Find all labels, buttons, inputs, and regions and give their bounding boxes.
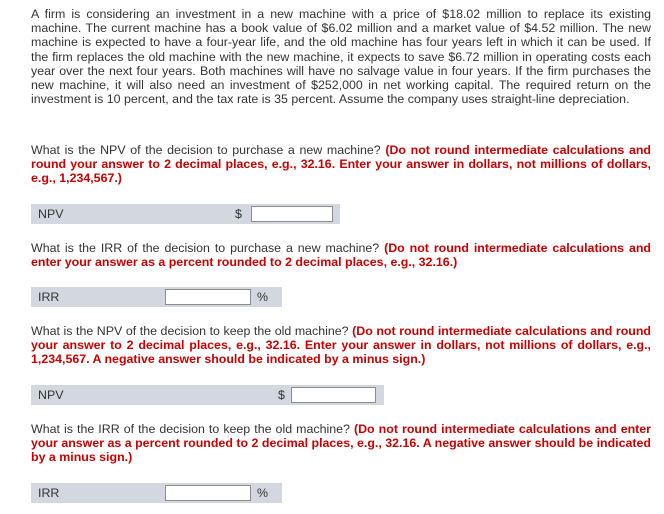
npv-keep-answer-row [31, 385, 384, 405]
npv-purchase-answer-row [31, 204, 340, 224]
npv-keep-label: NPV [38, 388, 64, 402]
question-1-instruction: (Do not round intermediate calculations and round your answer to 2 decimal places, e.g., 32.16. Enter your answer in dollars, not millions of dollars, e.g., 1,234,567.) [31, 143, 651, 186]
question-3-instruction: (Do not round intermediate calculations and round your answer to 2 decimal places, e.g., 32.16. Enter your answer in dollars, not millions of dollars, e.g., 1,234,567. A negative answer should be indicated by a minus sign.) [31, 324, 651, 367]
question-4-text: What is the IRR of the decision to keep the old machine? [31, 422, 354, 436]
question-4-instruction: (Do not round intermediate calculations and enter your answer as a percent rounded to 2 decimal places, e.g., 32.16. A negative answer should be indicated by a minus sign.) [31, 422, 652, 465]
dollar-sign: $ [235, 207, 242, 221]
question-2-prompt [31, 241, 651, 269]
question-1-prompt [31, 143, 651, 186]
question-2-text: What is the IRR of the decision to purchase a new machine? [31, 241, 385, 255]
question-2-instruction: (Do not round intermediate calculations and enter your answer as a percent rounded to 2 decimal places, e.g., 32.16.) [31, 241, 651, 270]
irr-purchase-input[interactable] [165, 289, 251, 305]
npv-keep-input[interactable] [291, 387, 376, 403]
question-3-prompt [31, 324, 651, 367]
irr-purchase-answer-row [31, 287, 282, 307]
dollar-sign: $ [278, 388, 285, 402]
percent-sign: % [257, 486, 269, 500]
question-4-prompt [31, 422, 651, 465]
npv-purchase-label: NPV [38, 207, 64, 221]
problem-statement [31, 7, 651, 106]
npv-purchase-input[interactable] [251, 206, 333, 222]
irr-keep-label: IRR [38, 486, 60, 500]
percent-sign: % [257, 290, 269, 304]
irr-keep-input[interactable] [165, 485, 251, 501]
question-1-text: What is the NPV of the decision to purchase a new machine? [31, 143, 386, 157]
problem-text: A firm is considering an investment in a new machine with a price of $18.02 million to replace its existing machine. The current machine has a book value of $6.02 million and a market value of $4.52 million. The new machine is expected to have a four-year life, and the old machine has four years left in which it can be used. If the firm replaces the old machine with the new machine, it expects to save $6.72 million in operating costs each year over the next four years. Both machines will have no salvage value in four years. If the firm purchases the new machine, it will also need an investment of $252,000 in net working capital. The required return on the investment is 10 percent, and the tax rate is 35 percent. Assume the company uses straight-line depreciation. [31, 7, 651, 107]
question-3-text: What is the NPV of the decision to keep the old machine? [31, 324, 353, 338]
irr-purchase-label: IRR [38, 290, 60, 304]
irr-keep-answer-row [31, 483, 282, 503]
